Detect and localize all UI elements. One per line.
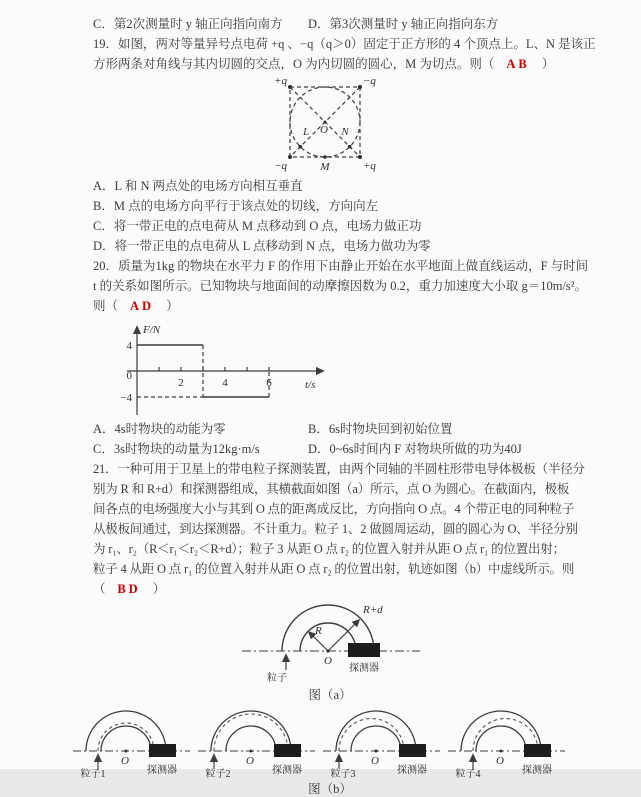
point-l-dot — [299, 145, 303, 149]
q20-option-c: C．3s时物块的动量为12kg·m/s — [93, 442, 260, 456]
q21-figure-a-svg — [230, 599, 430, 683]
point-m-dot — [323, 155, 327, 159]
inner-plate-arc — [351, 726, 401, 751]
trajectory-dashed — [98, 723, 154, 751]
q20-options-row1 — [93, 419, 585, 439]
q21-stem-line6: 粒子 4 从距 O 点 r₁ 的位置入射并从距 O 点 r₂ 的位置出射，轨迹如图（b）中虚线所示。则 — [93, 562, 575, 576]
q19-stem-line1: 19．如图，两对等量异号点电荷 +q 、−q（q＞0）固定于正方形的 4 个顶点上。L、N 是该正 — [93, 37, 596, 51]
q20-answer: AD — [130, 299, 155, 313]
q19-figure-svg — [245, 74, 415, 172]
q20-stem-line1: 20．质量为1kg 的物块在水平力 F 的作用下由静止开始在水平地面上做直线运动，F 与时间 — [93, 259, 589, 273]
center-o-dot — [500, 750, 503, 753]
charge-label-tr: −q — [363, 75, 376, 87]
particle-4-label: 粒子4 — [455, 769, 481, 780]
charge-label-bl: −q — [274, 160, 287, 172]
q19-option-b: B．M 点的电场方向平行于该点处的切线，方向向左 — [93, 199, 379, 213]
detector-block — [274, 744, 301, 757]
point-n-dot — [348, 145, 352, 149]
q19-stem-line2-close: ） — [541, 57, 555, 71]
detector-label: 探测器 — [522, 765, 552, 776]
detector-block — [149, 744, 176, 757]
detector-label: 探测器 — [349, 663, 379, 674]
q21-figure-b-panel-2 — [194, 703, 319, 781]
charge-label-br: +q — [363, 160, 376, 172]
center-o-dot — [375, 750, 378, 753]
point-n-label: N — [341, 126, 349, 138]
xtick-6: 6 — [266, 377, 272, 389]
q20-stem-line3 — [93, 296, 585, 316]
center-o-label: O — [246, 755, 254, 767]
detector-block — [524, 744, 551, 757]
q20-stem-line3-close: ） — [166, 299, 179, 313]
detector-label: 探测器 — [147, 765, 177, 776]
q20-option-b: B．6s时物块回到初始位置 — [308, 422, 453, 436]
center-o-label: O — [496, 755, 504, 767]
q18-option-c: C．第2次测量时 y 轴正向指向南方 — [93, 17, 283, 31]
q21-figure-b-panel-4 — [444, 703, 569, 781]
q21-stem-line1: 21．一种可用于卫星上的带电粒子探测装置，由两个同轴的半圆柱形带电导体极板（半径分 — [93, 462, 585, 476]
detector-label: 探测器 — [397, 765, 427, 776]
xtick-2: 2 — [178, 377, 184, 389]
point-o-label: O — [320, 124, 328, 136]
q19-option-a: A．L 和 N 两点处的电场方向相互垂直 — [93, 179, 303, 193]
point-l-label: L — [302, 126, 310, 138]
particle-2-label: 粒子2 — [205, 769, 231, 780]
figure-a-caption: 图（a） — [308, 688, 352, 702]
ytick-neg4: −4 — [120, 392, 132, 404]
q21-figure-a — [75, 599, 585, 703]
q21-figure-b-panel-1 — [69, 703, 194, 781]
xtick-4: 4 — [222, 377, 228, 389]
detector-label: 探测器 — [272, 765, 302, 776]
q21-answer: BD — [117, 582, 141, 596]
q21-figure-b-row — [69, 703, 585, 781]
q19-stem-line2-text: 方形两条对角线与其内切圆的交点，O 为内切圆的圆心，M 为切点。则（ — [93, 57, 495, 71]
particle-label: 粒子 — [267, 673, 287, 684]
q21-answer-open: （ — [93, 582, 106, 596]
charge-label-tl: +q — [274, 75, 287, 87]
center-o-label: O — [371, 755, 379, 767]
point-m-label: M — [320, 161, 330, 173]
particle-3-label: 粒子3 — [330, 769, 356, 780]
radius-rd-label: R+d — [363, 604, 383, 616]
q20-stem-line2: t 的关系如图所示。已知物块与地面间的动摩擦因数为 0.2，重力加速度大小取 g＝10m/s²。 — [93, 279, 588, 293]
radius-r-label: R — [315, 625, 322, 637]
q19-figure — [75, 74, 585, 176]
inner-plate-arc — [226, 726, 276, 751]
detector-block — [348, 643, 380, 657]
detector-block — [399, 744, 426, 757]
x-axis-ticks — [159, 367, 269, 371]
q19-answer: AB — [506, 57, 530, 71]
inner-plate-arc — [300, 623, 356, 651]
q21-stem-line5: 为 r₁、r₂（R＜r₁＜r₂＜R+d）；粒子 3 从距 O 点 r₂ 的位置入射并从距 O 点 r₁ 的位置出射； — [93, 542, 565, 556]
center-o-dot — [125, 750, 128, 753]
q21-answer-line — [93, 579, 585, 599]
q21-stem-line2: 别为 R 和 R+d）和探测器组成，其横截面如图（a）所示，点 O 为圆心。在截面内，极板 — [93, 482, 570, 496]
q20-options-row2 — [93, 439, 585, 459]
ytick-4: 4 — [126, 340, 132, 352]
q20-graph-svg — [99, 319, 334, 419]
q21-stem-line3: 间各点的电场强度大小与其到 O 点的距离成反比，方向指向 O 点。4 个带正电的同种粒子 — [93, 502, 575, 516]
center-o-dot — [326, 649, 329, 652]
graph-xlabel: t/s — [305, 379, 316, 391]
particle-1-label: 粒子1 — [80, 769, 106, 780]
point-dots — [288, 85, 362, 159]
figure-b-caption: 图（b） — [308, 782, 352, 796]
ytick-0: 0 — [126, 370, 132, 382]
q21-stem-line4: 从极板间通过，到达探测器。不计重力。粒子 1、2 做圆周运动，圆的圆心为 O、半径分别 — [93, 522, 578, 536]
q19-stem-line2 — [93, 54, 585, 74]
q21-answer-close: ） — [152, 582, 165, 596]
center-o-label: O — [324, 655, 332, 667]
q19-option-d: D．将一带正电的点电荷从 L 点移动到 N 点，电场力做功为零 — [93, 239, 431, 253]
center-o-label: O — [121, 755, 129, 767]
q20-option-a: A．4s时物块的动能为零 — [93, 422, 226, 436]
q19-option-c: C．将一带正电的点电荷从 M 点移动到 O 点，电场力做正功 — [93, 219, 422, 233]
center-o-dot — [250, 750, 253, 753]
q18-options-row — [93, 14, 585, 34]
q21-figure-b-panel-3 — [319, 703, 444, 781]
inner-plate-arc — [476, 726, 526, 751]
inner-plate-arc — [101, 726, 151, 751]
q20-option-d: D．0~6s时间内 F 对物块所做的功为40J — [308, 442, 522, 456]
q20-force-time-graph — [99, 319, 585, 419]
graph-ylabel: F/N — [143, 324, 161, 336]
q18-option-d: D．第3次测量时 y 轴正向指向东方 — [308, 17, 499, 31]
q20-stem-line3-text: 则（ — [93, 299, 119, 313]
